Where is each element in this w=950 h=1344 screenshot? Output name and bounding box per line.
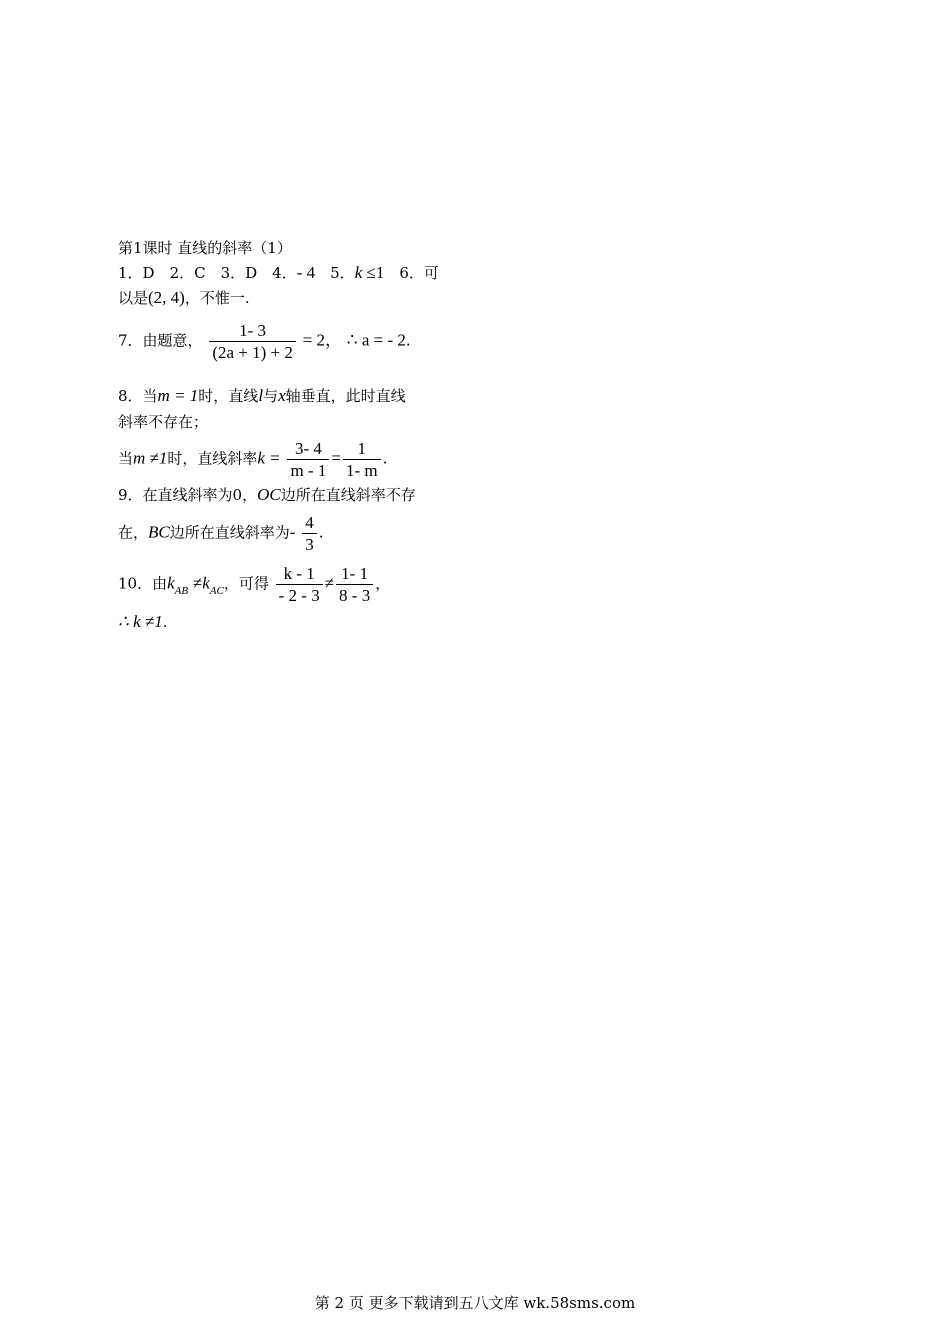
answer-5-rest: ≤1 xyxy=(362,263,385,282)
answers-1-4: 1．D 2．C 3．D 4． xyxy=(118,264,297,282)
q10-numerator-1: k - 1 xyxy=(276,563,323,585)
q8-numerator-2: 1 xyxy=(343,438,381,460)
q10-k-ab: k xyxy=(167,573,175,593)
q10-comma: ， xyxy=(375,574,391,593)
answer-6-text: 以是 xyxy=(118,289,149,307)
q8-text-g: 时，直线斜率 xyxy=(167,449,258,468)
q8-text-d: 轴垂直，此时直线 xyxy=(285,387,406,405)
answer-line-1 xyxy=(118,262,439,284)
q10-fraction-2 xyxy=(336,563,373,606)
q8-fraction-2 xyxy=(343,438,381,481)
q10-fraction-1 xyxy=(276,563,323,606)
q8-k-eq: k = xyxy=(257,448,281,468)
question-10-line-1 xyxy=(118,563,390,606)
question-7 xyxy=(118,320,411,363)
q9-oc: OC xyxy=(257,485,281,504)
q10-denominator-2: 8 - 3 xyxy=(339,586,371,605)
q9-dot: . xyxy=(318,523,324,542)
q8-text-c: 与 xyxy=(263,387,279,405)
q10-text-a: 10．由 xyxy=(118,574,168,593)
q9-minus: - xyxy=(289,522,296,542)
q8-x: x xyxy=(278,386,286,405)
q8-numerator-1: 3- 4 xyxy=(287,438,329,460)
q8-text-a: 8．当 xyxy=(118,387,158,405)
q10-neq-2: ≠ xyxy=(324,573,335,593)
q10-text-b: ，可得 xyxy=(223,574,269,593)
answer-5-label: 5． xyxy=(315,264,355,282)
question-10-line-2 xyxy=(118,611,167,633)
q9-text-a: 9．在直线斜率为0， xyxy=(118,486,258,504)
q7-equals: = 2， xyxy=(302,330,342,350)
question-9-line-2 xyxy=(118,512,324,555)
q9-fraction xyxy=(302,512,317,555)
q7-dot: . xyxy=(405,331,411,350)
q9-bc: BC xyxy=(148,522,170,542)
question-8-line-2: 斜率不存在； xyxy=(118,413,209,431)
answer-line-2 xyxy=(118,287,250,309)
answer-6-label: 6．可 xyxy=(384,264,439,282)
q9-text-b: 边所在直线斜率不存 xyxy=(280,486,416,504)
q8-dot: . xyxy=(382,449,388,468)
q10-dot: . xyxy=(162,613,168,631)
q8-denominator-2: 1- m xyxy=(345,461,378,480)
q10-denominator-1: - 2 - 3 xyxy=(278,586,320,605)
q8-m-neq-1: m ≠1 xyxy=(133,448,168,468)
q10-conclusion: ∴ k ≠1 xyxy=(118,612,163,631)
q8-fraction-1 xyxy=(287,438,329,481)
page-footer: 第 2 页 更多下载请到五八文库 wk.58sms.com xyxy=(314,1294,636,1312)
q7-numerator: 1- 3 xyxy=(209,320,296,342)
q10-sub-ac: AC xyxy=(209,584,224,597)
question-9-line-1 xyxy=(118,484,416,506)
question-8-line-1 xyxy=(118,385,406,407)
answer-6-point: (2, 4) xyxy=(148,288,185,307)
q10-sub-ab: AB xyxy=(174,584,189,597)
q7-fraction xyxy=(209,320,296,363)
q8-m-eq-1: m = 1 xyxy=(157,386,199,405)
question-8-line-3 xyxy=(118,438,387,481)
q8-text-b: 时，直线 xyxy=(198,387,259,405)
q9-text-c: 在， xyxy=(118,523,149,542)
q7-conclusion: ∴ a = - 2 xyxy=(346,330,406,350)
answer-5-k: k xyxy=(354,263,363,282)
answer-6-end: ，不惟一. xyxy=(184,289,250,307)
q10-neq: ≠ xyxy=(192,573,203,593)
q7-label: 7．由题意， xyxy=(118,331,203,350)
q7-denominator: (2a + 1) + 2 xyxy=(212,343,293,362)
q9-numerator: 4 xyxy=(302,512,317,534)
q9-denominator: 3 xyxy=(305,535,314,554)
q10-numerator-2: 1- 1 xyxy=(336,563,373,585)
q8-equals: = xyxy=(331,448,341,468)
q8-l: l xyxy=(258,386,264,405)
q9-text-d: 边所在直线斜率为 xyxy=(169,523,290,542)
q8-denominator-1: m - 1 xyxy=(290,461,327,480)
q10-k-ac: k xyxy=(202,573,210,593)
q8-text-f: 当 xyxy=(118,449,134,468)
section-title: 第1课时 直线的斜率（1） xyxy=(118,239,292,257)
answer-4-value: - 4 xyxy=(296,263,316,282)
